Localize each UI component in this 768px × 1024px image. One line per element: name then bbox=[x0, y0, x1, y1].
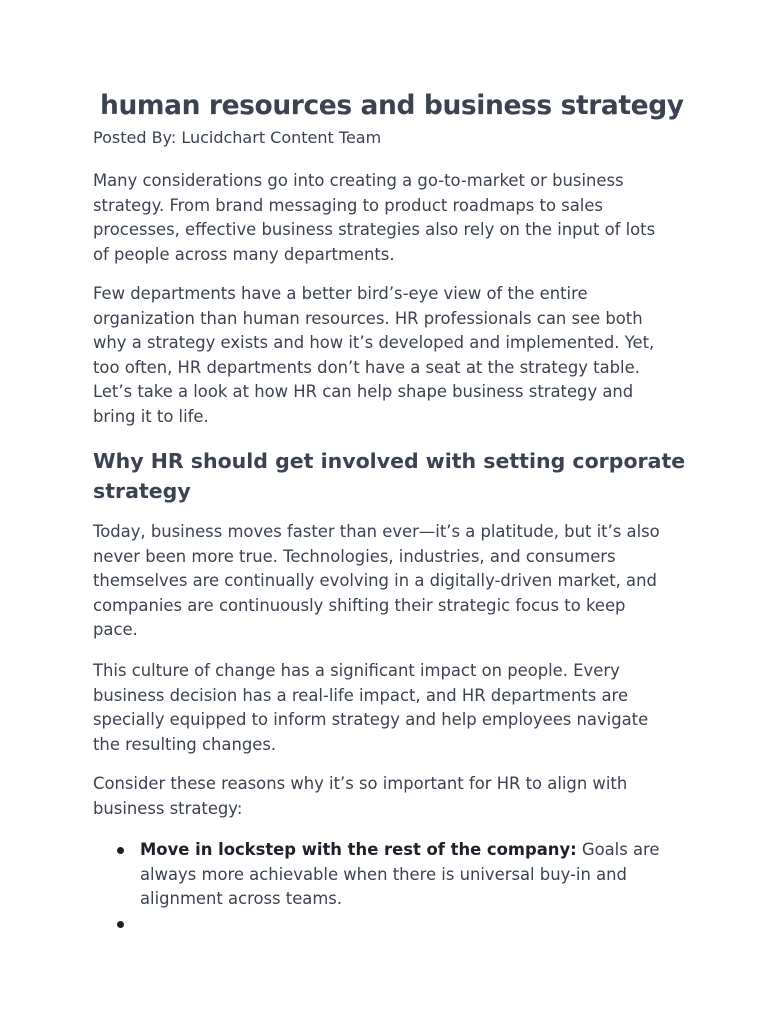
intro-paragraph-1 bbox=[93, 169, 693, 267]
text-line: never been more true. Technologies, industries, and consumers bbox=[93, 546, 616, 566]
text-line: business strategy: bbox=[93, 798, 243, 818]
list-item bbox=[93, 838, 693, 912]
section-heading bbox=[93, 446, 685, 506]
text-line: Let’s take a look at how HR can help shape business strategy and bbox=[93, 382, 634, 401]
heading-line: Why HR should get involved with setting corporate bbox=[93, 449, 686, 473]
text-line: pace. bbox=[93, 620, 138, 639]
text-line: Today, business moves faster than ever—it’s a platitude, but it’s also bbox=[93, 522, 660, 541]
bullet-lead-in: Move in lockstep with the rest of the company: bbox=[140, 840, 577, 859]
text-line bbox=[140, 838, 693, 863]
list-item bbox=[93, 912, 693, 937]
text-line: alignment across teams. bbox=[140, 889, 343, 908]
intro-paragraph-2 bbox=[93, 282, 693, 429]
text-line: themselves are continually evolving in a digitally-driven market, and bbox=[93, 571, 657, 590]
article-byline: Posted By: Lucidchart Content Team bbox=[93, 128, 382, 147]
text-line: specially equipped to inform strategy and help employees navigate bbox=[93, 710, 649, 729]
text-line: strategy. From brand messaging to product roadmaps to sales bbox=[93, 195, 603, 215]
text-line: organization than human resources. HR professionals can see both bbox=[93, 308, 643, 328]
text-line: This culture of change has a significant impact on people. Every bbox=[93, 661, 620, 680]
bullet-icon bbox=[117, 847, 124, 854]
text-line: of people across many departments. bbox=[93, 244, 395, 264]
section-paragraph-2 bbox=[93, 659, 693, 757]
section-paragraph-3 bbox=[93, 772, 693, 821]
text-line: bring it to life. bbox=[93, 406, 209, 426]
text-line: Few departments have a better bird’s-eye view of the entire bbox=[93, 284, 588, 303]
heading-line: strategy bbox=[93, 479, 191, 503]
section-paragraph-1 bbox=[93, 520, 693, 643]
text-line: why a strategy exists and how it’s developed and implemented. Yet, bbox=[93, 333, 655, 352]
text-line: processes, effective business strategies also rely on the input of lots bbox=[93, 220, 656, 239]
text-line: always more achievable when there is universal buy-in and bbox=[140, 864, 627, 884]
reasons-list bbox=[93, 838, 693, 936]
text-line: too often, HR departments don’t have a seat at the strategy table. bbox=[93, 357, 640, 377]
text-line: business decision has a real-life impact, and HR departments are bbox=[93, 685, 629, 705]
bullet-icon bbox=[117, 921, 124, 928]
text-line: companies are continuously shifting their strategic focus to keep bbox=[93, 595, 626, 615]
bullet-text: Goals are bbox=[576, 840, 660, 859]
article-title: human resources and business strategy bbox=[100, 90, 684, 121]
text-line: Consider these reasons why it’s so important for HR to align with bbox=[93, 774, 628, 793]
text-line: the resulting changes. bbox=[93, 734, 277, 754]
text-line: Many considerations go into creating a go-to-market or business bbox=[93, 171, 624, 190]
